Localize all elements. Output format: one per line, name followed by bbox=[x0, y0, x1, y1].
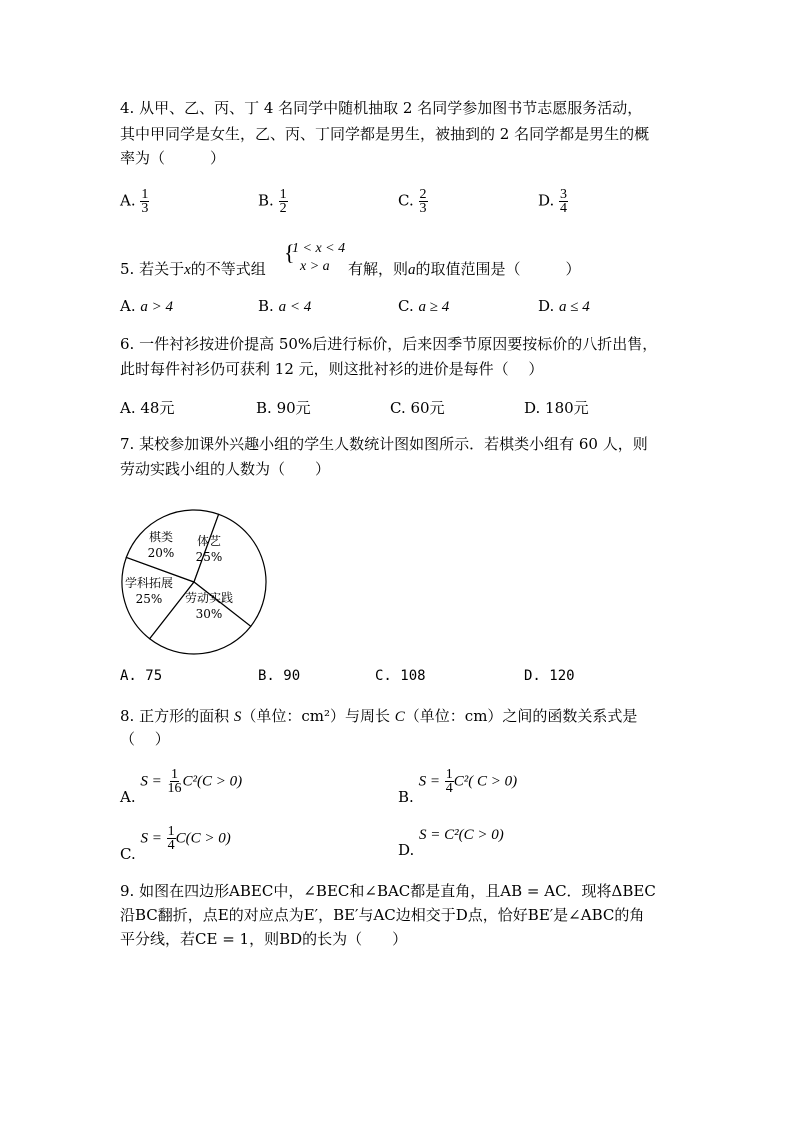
q4-option-c[interactable] bbox=[398, 188, 428, 215]
q6-option-a[interactable]: A. 48元 bbox=[120, 399, 175, 417]
fraction: $\frac{1}{2}$ bbox=[279, 187, 287, 216]
system-line1: 1 < x < 4 bbox=[292, 241, 346, 256]
q8-option-d[interactable]: D. S = C²(C > 0) bbox=[398, 827, 504, 859]
q6-line2: 此时每件衬衫仍可获利 12 元，则这批衬衫的进价是每件（ ） bbox=[120, 360, 544, 378]
q4-line2: 其中甲同学是女生，乙、丙、丁同学都是男生，被抽到的 2 名同学都是男生的概 bbox=[120, 125, 650, 143]
q4-line3: 率为（ ） bbox=[120, 149, 226, 167]
pie-slice-label: 棋类 bbox=[148, 530, 174, 544]
option-label: B. bbox=[258, 191, 274, 210]
q7-option-b[interactable]: B. 90 bbox=[258, 668, 301, 684]
q7-line2: 劳动实践小组的人数为（ ） bbox=[120, 460, 331, 478]
fraction: $\frac{1}{4}$ bbox=[445, 767, 453, 796]
q8-option-c[interactable]: C. S = $\frac{1}{4}$ C(C > 0) bbox=[120, 824, 231, 863]
q9-line2: 沿BC翻折，点E的对应点为E′，BE′与AC边相交于D点，恰好BE′是∠ABC的角 bbox=[120, 906, 645, 924]
q7-option-a[interactable]: A. 75 bbox=[120, 668, 163, 684]
q8-option-b[interactable]: B. S = $\frac{1}{4}$ C²( C > 0) bbox=[398, 767, 518, 806]
pie-slice-percent: 25% bbox=[195, 550, 223, 564]
q5-option-b[interactable]: B. a < 4 bbox=[258, 297, 312, 315]
q5-line-end: 有解，则a的取值范围是（ ） bbox=[348, 260, 581, 278]
option-label: A. bbox=[120, 191, 136, 210]
pie-slice-percent: 30% bbox=[195, 607, 223, 621]
q4-option-a[interactable] bbox=[120, 188, 149, 215]
brace: { bbox=[284, 240, 295, 265]
q9-line1: 9. 如图在四边形ABEC中，∠BEC和∠BAC都是直角，且AB = AC．现将ΔBEC bbox=[120, 882, 656, 900]
q4-option-d[interactable] bbox=[538, 188, 568, 215]
q5-option-c[interactable]: C. a ≥ 4 bbox=[398, 297, 450, 315]
q6-line1: 6. 一件衬衫按进价提高 50%后进行标价，后来因季节原因要按标价的八折出售， bbox=[120, 335, 658, 353]
q7-option-c[interactable]: C. 108 bbox=[375, 668, 426, 684]
q8-line1: 8. 正方形的面积 S（单位：cm²）与周长 C（单位：cm）之间的函数关系式是 bbox=[120, 707, 638, 725]
q4-option-b[interactable] bbox=[258, 188, 288, 215]
fraction: $\frac{1}{4}$ bbox=[167, 824, 175, 853]
q6-option-c[interactable]: C. 60元 bbox=[390, 399, 445, 417]
system-line2: x > a bbox=[300, 259, 330, 274]
fraction: $\frac{2}{3}$ bbox=[419, 187, 427, 216]
q6-option-b[interactable]: B. 90元 bbox=[256, 399, 311, 417]
q5-option-d[interactable]: D. a ≤ 4 bbox=[538, 297, 590, 315]
q9-line3: 平分线，若CE = 1，则BD的长为（ ） bbox=[120, 930, 408, 948]
option-label: C. bbox=[398, 191, 414, 210]
q6-option-d[interactable]: D. 180元 bbox=[524, 399, 589, 417]
option-label: D. bbox=[538, 191, 555, 210]
q5-line: 5. 若关于x的不等式组 bbox=[120, 260, 266, 278]
pie-slice-label: 劳动实践 bbox=[184, 591, 234, 605]
fraction: $\frac{1}{3}$ bbox=[141, 187, 149, 216]
q4-line1: 4. 从甲、乙、丙、丁 4 名同学中随机抽取 2 名同学参加图书节志愿服务活动， bbox=[120, 99, 643, 117]
pie-slice-percent: 25% bbox=[135, 592, 163, 606]
fraction: $\frac{1}{16}$ bbox=[167, 767, 182, 796]
q7-line1: 7. 某校参加课外兴趣小组的学生人数统计图如图所示．若棋类小组有 60 人，则 bbox=[120, 435, 648, 453]
pie-slice-label: 学科拓展 bbox=[124, 576, 174, 590]
pie-slice-label: 体艺 bbox=[196, 534, 222, 548]
q5-option-a[interactable]: A. a > 4 bbox=[120, 297, 174, 315]
fraction: $\frac{3}{4}$ bbox=[560, 187, 568, 216]
q7-option-d[interactable]: D. 120 bbox=[524, 668, 575, 684]
pie-slice-percent: 20% bbox=[147, 546, 175, 560]
q8-line2: （ ） bbox=[120, 730, 170, 748]
q8-option-a[interactable]: A. S = $\frac{1}{16}$ C²(C > 0) bbox=[120, 767, 243, 806]
pie-chart bbox=[119, 507, 269, 657]
